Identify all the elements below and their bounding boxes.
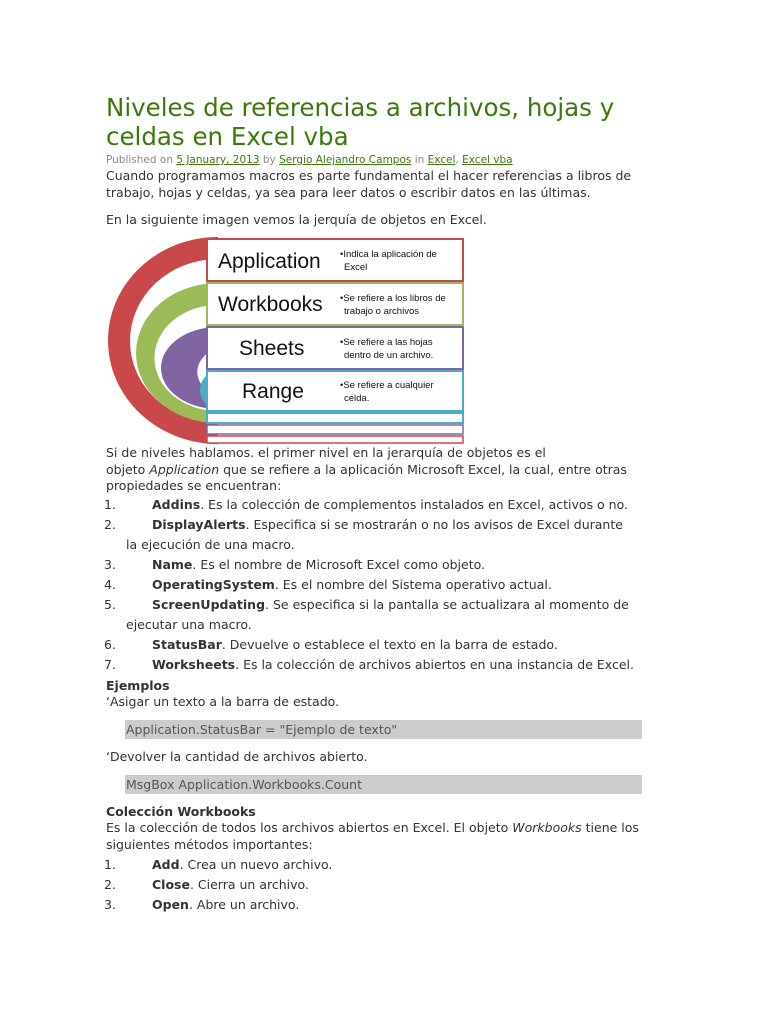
property-name: StatusBar: [152, 637, 222, 652]
levels-line-2-pre: objeto: [106, 461, 150, 477]
date-link[interactable]: 5 January, 2013: [176, 154, 260, 166]
example2-code: MsgBox Application.Workbooks.Count: [125, 775, 642, 794]
post-meta: [106, 154, 666, 166]
property-desc: . Se especifica si la pantalla se actualizara al momento de: [265, 597, 629, 612]
method-desc: . Cierra un archivo.: [189, 877, 309, 892]
list-item: [106, 575, 666, 595]
list-number: 5.: [104, 597, 116, 612]
published-label: Published on: [106, 154, 173, 166]
method-desc: . Abre un archivo.: [188, 897, 300, 912]
workbooks-paragraph: [106, 820, 666, 853]
category-link-excel[interactable]: Excel: [427, 154, 456, 166]
list-item: [106, 495, 666, 515]
range-desc-1: •Se refiere a cualquier: [340, 380, 434, 391]
workbooks-desc-1: •Se refiere a los libros de: [340, 293, 446, 304]
workbooks-para-pre: Es la colección de todos los archivos abiertos en Excel. El objeto: [106, 820, 513, 835]
method-desc: . Crea un nuevo archivo.: [179, 857, 333, 872]
property-desc: . Es la colección de complementos instalados en Excel, activos o no.: [200, 497, 628, 512]
list-item: [106, 875, 666, 895]
list-number: 7.: [104, 657, 116, 672]
sheets-desc-1: •Se refiere a las hojas: [340, 337, 433, 348]
list-number: 4.: [104, 577, 116, 592]
application-desc-2: Excel: [344, 262, 368, 273]
list-item: [106, 555, 666, 575]
list-item: [106, 595, 666, 635]
property-desc: . Es la colección de archivos abiertos en una instancia de Excel.: [235, 657, 634, 672]
list-number: 1.: [104, 497, 116, 512]
extra-box-2: [207, 425, 463, 434]
workbooks-heading: Colección Workbooks: [106, 804, 256, 819]
examples-heading: Ejemplos: [106, 678, 170, 693]
author-link[interactable]: Sergio Alejandro Campos: [279, 154, 412, 166]
sheets-label: Sheets: [239, 337, 305, 360]
object-hierarchy-figure: [108, 237, 465, 444]
list-number: 2.: [104, 877, 116, 892]
range-label: Range: [242, 380, 304, 403]
by-label: by: [262, 154, 276, 166]
method-name: Close: [152, 877, 190, 892]
property-name: Name: [152, 557, 193, 572]
workbooks-desc-2: trabajo o archivos: [344, 306, 419, 317]
levels-line-3: propiedades se encuentran:: [106, 478, 282, 493]
property-desc: . Especifica si se mostrarán o no los avisos de Excel durante: [245, 517, 623, 532]
intro-paragraph: Cuando programamos macros es parte fundamental el hacer referencias a libros de trabajo, hojas y celdas, ya sea para leer datos o escribir datos en las últimas.: [106, 168, 632, 200]
category-separator: ,: [455, 154, 459, 166]
property-desc-cont: la ejecución de una macro.: [126, 537, 295, 552]
list-number: 6.: [104, 637, 116, 652]
levels-line-2-em: Application: [149, 461, 220, 477]
image-caption: En la siguiente imagen vemos la jerquía de objetos en Excel.: [106, 212, 487, 227]
method-name: Open: [152, 897, 189, 912]
list-number: 1.: [104, 857, 116, 872]
list-item: [106, 515, 666, 555]
property-desc-cont: ejecutar una macro.: [126, 617, 252, 632]
property-name: OperatingSystem: [152, 577, 275, 592]
example1-code: Application.StatusBar = "Ejemplo de texto": [125, 720, 642, 739]
sheets-desc-2: dentro de un archivo.: [344, 350, 434, 361]
page-title: Niveles de referencias a archivos, hojas y celdas en Excel vba: [106, 93, 615, 151]
levels-paragraph: [106, 445, 666, 495]
list-number: 3.: [104, 897, 116, 912]
list-item: [106, 895, 666, 915]
category-link-excel-vba[interactable]: Excel vba: [462, 154, 513, 166]
workbooks-para-post: tiene los siguientes métodos importantes:: [106, 820, 639, 852]
property-desc: . Es el nombre del Sistema operativo actual.: [274, 577, 552, 592]
extra-box-3: [207, 436, 463, 443]
property-name: Worksheets: [152, 657, 236, 672]
list-number: 2.: [104, 517, 116, 532]
property-name: ScreenUpdating: [152, 597, 266, 612]
workbooks-para-em: Workbooks: [512, 820, 582, 835]
range-desc-2: celda.: [344, 393, 370, 404]
property-name: DisplayAlerts: [152, 517, 246, 532]
property-desc: . Devuelve o establece el texto en la barra de estado.: [221, 637, 558, 652]
property-name: Addins: [152, 497, 201, 512]
method-name: Add: [152, 857, 180, 872]
list-item: [106, 655, 666, 675]
example2-comment: ‘Devolver la cantidad de archivos abierto.: [106, 749, 368, 764]
in-label: in: [414, 154, 425, 166]
list-item: [106, 855, 666, 875]
extra-box-1: [207, 413, 463, 423]
list-number: 3.: [104, 557, 116, 572]
levels-line-1: Si de niveles hablamos. el primer nivel en la jerarquía de objetos es el: [106, 445, 546, 460]
property-desc: . Es el nombre de Microsoft Excel como objeto.: [192, 557, 485, 572]
list-item: [106, 635, 666, 655]
levels-line-2-post: que se refiere a la aplicación Microsoft Excel, la cual, entre otras: [219, 461, 627, 477]
methods-list: [106, 855, 666, 915]
application-desc-1: •Indica la aplicación de: [340, 249, 437, 260]
example1-comment: ‘Asigar un texto a la barra de estado.: [106, 694, 340, 709]
workbooks-label: Workbooks: [218, 293, 323, 316]
properties-list: [106, 495, 666, 675]
application-label: Application: [218, 250, 321, 273]
